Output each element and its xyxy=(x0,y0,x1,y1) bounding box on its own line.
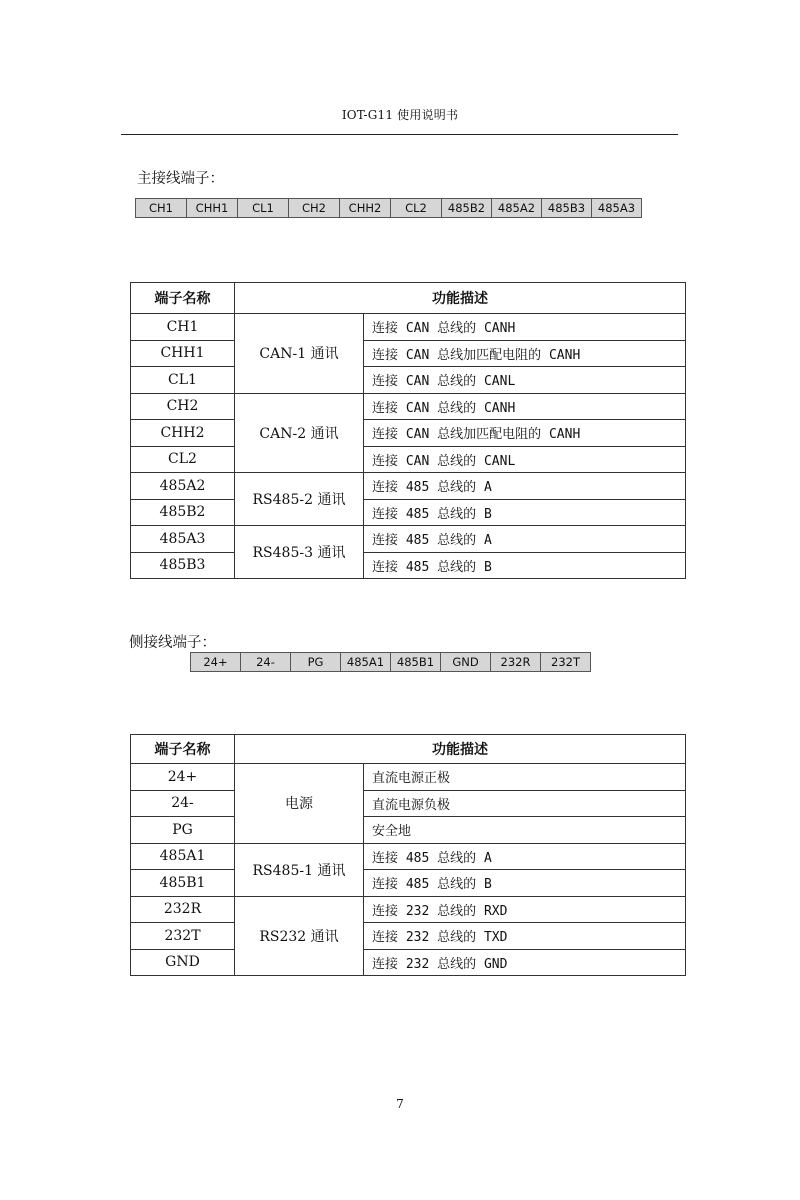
terminal-label: PG xyxy=(290,652,341,672)
col-header-function: 功能描述 xyxy=(235,283,686,314)
terminal-label: 232R xyxy=(490,652,541,672)
terminal-name-cell: 485A1 xyxy=(131,843,235,870)
table-row xyxy=(131,340,686,367)
table-row xyxy=(131,790,686,817)
table-row xyxy=(131,526,686,553)
table-row xyxy=(131,843,686,870)
terminal-label: CL2 xyxy=(390,198,442,218)
terminal-name-cell: 232T xyxy=(131,923,235,950)
terminal-label: CH2 xyxy=(288,198,340,218)
function-description-cell: 连接 CAN 总线加匹配电阻的 CANH xyxy=(364,340,686,367)
terminal-label: CH1 xyxy=(135,198,187,218)
terminal-name-cell: 485B1 xyxy=(131,870,235,897)
terminal-name-cell: 232R xyxy=(131,896,235,923)
terminal-label: 24+ xyxy=(190,652,241,672)
table-row xyxy=(131,870,686,897)
terminal-label: CHH1 xyxy=(186,198,238,218)
terminal-label: 24- xyxy=(240,652,291,672)
function-description-cell: 直流电源正极 xyxy=(364,764,686,791)
terminal-name-cell: 485A2 xyxy=(131,473,235,500)
table-row xyxy=(131,949,686,976)
function-description-cell: 连接 CAN 总线的 CANL xyxy=(364,367,686,394)
function-description-cell: 连接 CAN 总线的 CANH xyxy=(364,314,686,341)
interface-group-cell: CAN-2 通讯 xyxy=(235,393,364,473)
terminal-label: 485B1 xyxy=(390,652,441,672)
interface-group-cell: CAN-1 通讯 xyxy=(235,314,364,394)
table-row xyxy=(131,552,686,579)
main-terminal-strip xyxy=(135,198,642,218)
side-terminal-table xyxy=(130,734,686,976)
function-description-cell: 直流电源负极 xyxy=(364,790,686,817)
interface-group-cell: RS485-2 通讯 xyxy=(235,473,364,526)
table-row xyxy=(131,923,686,950)
terminal-name-cell: 485B3 xyxy=(131,552,235,579)
page-number: 7 xyxy=(396,1097,404,1111)
main-terminal-table xyxy=(130,282,686,579)
table-row xyxy=(131,473,686,500)
function-description-cell: 连接 232 总线的 TXD xyxy=(364,923,686,950)
terminal-name-cell: CHH1 xyxy=(131,340,235,367)
table-row xyxy=(131,499,686,526)
terminal-name-cell: CL2 xyxy=(131,446,235,473)
col-header-terminal-name: 端子名称 xyxy=(131,283,235,314)
header-rule xyxy=(121,134,678,135)
table-row xyxy=(131,896,686,923)
terminal-label: CL1 xyxy=(237,198,289,218)
terminal-name-cell: CL1 xyxy=(131,367,235,394)
terminal-name-cell: 24- xyxy=(131,790,235,817)
function-description-cell: 安全地 xyxy=(364,817,686,844)
function-description-cell: 连接 485 总线的 A xyxy=(364,473,686,500)
table-row xyxy=(131,393,686,420)
table-row xyxy=(131,314,686,341)
terminal-label: 485B3 xyxy=(541,198,592,218)
table-row xyxy=(131,446,686,473)
terminal-name-cell: 485A3 xyxy=(131,526,235,553)
terminal-name-cell: 24+ xyxy=(131,764,235,791)
function-description-cell: 连接 485 总线的 B xyxy=(364,499,686,526)
interface-group-cell: 电源 xyxy=(235,764,364,844)
terminal-name-cell: GND xyxy=(131,949,235,976)
document-header: IOT-G11 使用说明书 xyxy=(341,108,459,122)
terminal-label: 485A2 xyxy=(491,198,542,218)
terminal-name-cell: PG xyxy=(131,817,235,844)
side-terminal-strip xyxy=(190,652,591,672)
function-description-cell: 连接 485 总线的 B xyxy=(364,552,686,579)
col-header-terminal-name: 端子名称 xyxy=(131,735,235,764)
terminal-label: 232T xyxy=(540,652,591,672)
function-description-cell: 连接 485 总线的 B xyxy=(364,870,686,897)
interface-group-cell: RS485-1 通讯 xyxy=(235,843,364,896)
terminal-name-cell: 485B2 xyxy=(131,499,235,526)
function-description-cell: 连接 CAN 总线加匹配电阻的 CANH xyxy=(364,420,686,447)
terminal-label: GND xyxy=(440,652,491,672)
table-row xyxy=(131,764,686,791)
terminal-label: 485A3 xyxy=(591,198,642,218)
terminal-label: 485B2 xyxy=(441,198,492,218)
function-description-cell: 连接 485 总线的 A xyxy=(364,526,686,553)
side-terminals-title: 侧接线端子： xyxy=(129,635,216,651)
function-description-cell: 连接 232 总线的 RXD xyxy=(364,896,686,923)
table-row xyxy=(131,367,686,394)
function-description-cell: 连接 232 总线的 GND xyxy=(364,949,686,976)
terminal-label: 485A1 xyxy=(340,652,391,672)
terminal-label: CHH2 xyxy=(339,198,391,218)
function-description-cell: 连接 CAN 总线的 CANL xyxy=(364,446,686,473)
main-terminals-title: 主接线端子： xyxy=(137,171,224,187)
table-row xyxy=(131,420,686,447)
table-row xyxy=(131,817,686,844)
interface-group-cell: RS232 通讯 xyxy=(235,896,364,976)
function-description-cell: 连接 485 总线的 A xyxy=(364,843,686,870)
function-description-cell: 连接 CAN 总线的 CANH xyxy=(364,393,686,420)
interface-group-cell: RS485-3 通讯 xyxy=(235,526,364,579)
terminal-name-cell: CH2 xyxy=(131,393,235,420)
terminal-name-cell: CHH2 xyxy=(131,420,235,447)
terminal-name-cell: CH1 xyxy=(131,314,235,341)
col-header-function: 功能描述 xyxy=(235,735,686,764)
